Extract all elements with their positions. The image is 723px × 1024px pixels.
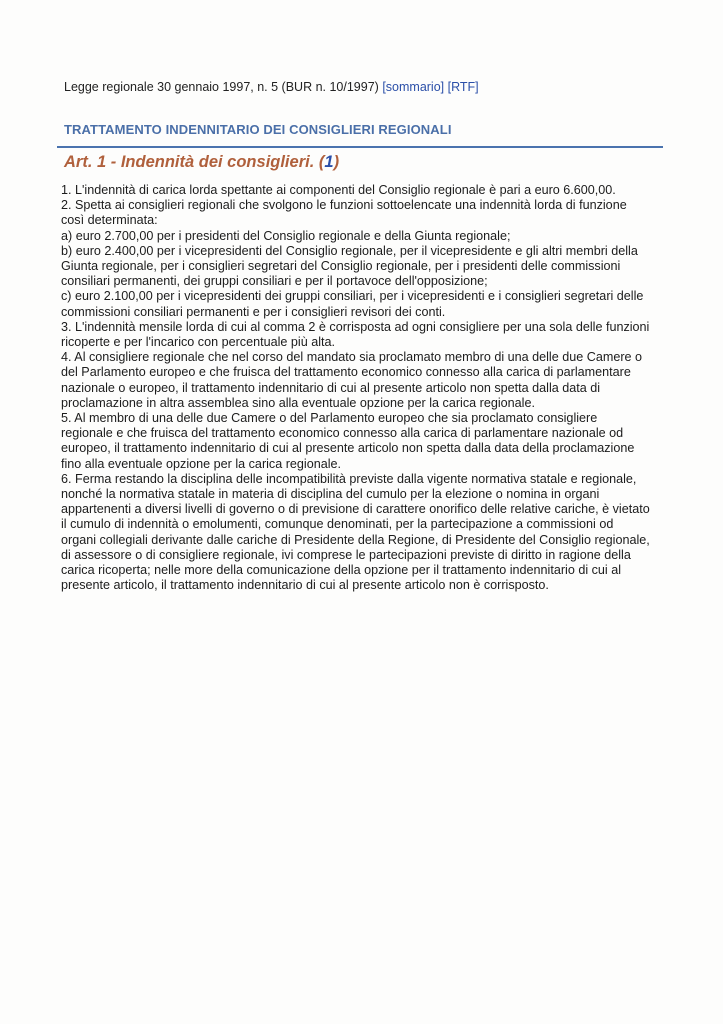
paragraph-item-a: a) euro 2.700,00 per i presidenti del Consiglio regionale e della Giunta regionale; (61, 228, 511, 243)
paragraph-comma-4: 4. Al consigliere regionale che nel corso del mandato sia proclamato membro di una delle due Camere o del Parlamento europeo e che fruisca del trattamento economico connesso alla carica di parlamentare nazionale o europeo, il trattamento indennitario di cui al presente articolo non spetta dalla data di proclamazione in altra assemblea sino alla eventuale opzione per la carica regionale. (61, 350, 643, 410)
paragraph-comma-2: 2. Spetta ai consiglieri regionali che svolgono le funzioni sottoelencate una indennità lorda di funzione così determinata: (61, 198, 627, 228)
rtf-link[interactable]: [RTF] (447, 80, 479, 94)
paragraph-comma-5: 5. Al membro di una delle due Camere o del Parlamento europeo che sia proclamato consigliere regionale e che fruisca del trattamento economico connesso alla carica di parlamentare nazionale od europeo, il trattamento indennitario di cui al presente articolo non spetta dalla data della proclamazione fino alla eventuale opzione per la carica regionale. (61, 411, 635, 471)
article-body (61, 183, 651, 593)
paragraph-comma-1: 1. L'indennità di carica lorda spettante ai componenti del Consiglio regionale è pari a euro 6.600,00. (61, 183, 616, 197)
law-reference: Legge regionale 30 gennaio 1997, n. 5 (BUR n. 10/1997) (64, 80, 379, 94)
paragraph-comma-3: 3. L'indennità mensile lorda di cui al comma 2 è corrisposta ad ogni consigliere per una sola delle funzioni ricoperte e per l'incarico con percentuale più alta. (61, 319, 650, 350)
section-divider (57, 146, 663, 148)
note-open-paren: ( (318, 153, 325, 171)
paragraph-item-c: c) euro 2.100,00 per i vicepresidenti dei gruppi consiliari, per i vicepresidenti e i consiglieri segretari delle commissioni consiliari permanenti e per i consiglieri revisori dei conti. (61, 289, 644, 319)
paragraph-item-b: b) euro 2.400,00 per i vicepresidenti del Consiglio regionale, per il vicepresidente e gli altri membri della Giunta regionale, per i consiglieri segretari del Consiglio regionale, per i presidenti delle commissioni consiliari permanenti, dei gruppi consiliari e per il portavoce dell'opposizione; (61, 243, 638, 289)
note-close-paren: ) (333, 153, 340, 171)
law-reference-line (64, 80, 479, 94)
article-heading-line (64, 153, 339, 172)
paragraph-comma-6: 6. Ferma restando la disciplina delle incompatibilità previste dalla vigente normativa statale e regionale, nonché la normativa statale in materia di disciplina del cumulo per la elezione o nomina in organi appartenenti a diversi livelli di governo o di previsione di carattere onorifico delle relative cariche, è vietato il cumulo di indennità o emolumenti, comunque denominati, per la partecipazione a commissioni od organi collegiali derivante dalle cariche di Presidente della Regione, di Presidente del Consiglio regionale, di assessore o di consigliere regionale, ivi comprese le partecipazioni previste di diritto in ragione della carica ricoperta; nelle more della comunicazione della opzione per il trattamento indennitario di cui al presente articolo, il trattamento indennitario di cui al presente articolo non è corrisposto. (61, 471, 650, 593)
section-title: TRATTAMENTO INDENNITARIO DEI CONSIGLIERI REGIONALI (64, 122, 452, 137)
article-heading: Art. 1 - Indennità dei consiglieri. (64, 153, 315, 171)
summary-link[interactable]: [sommario] (382, 80, 445, 94)
footnote-link[interactable]: 1 (324, 153, 334, 171)
